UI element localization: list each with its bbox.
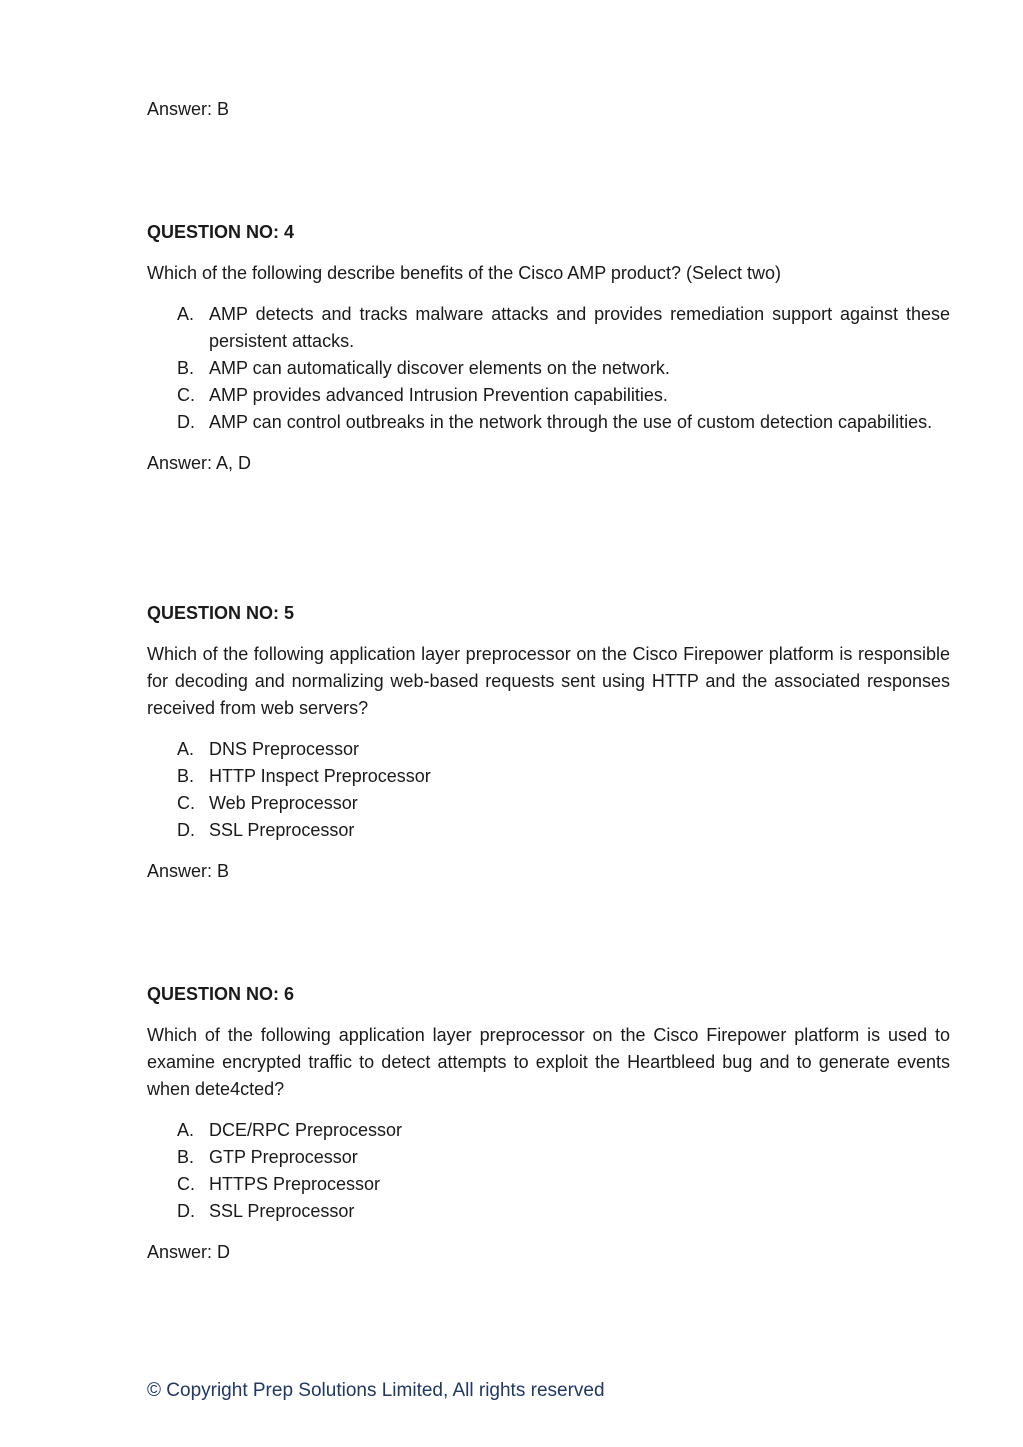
option-b <box>147 763 950 790</box>
question-title: QUESTION NO: 5 <box>147 603 295 623</box>
option-c <box>147 382 950 409</box>
option-letter: B. <box>177 358 195 378</box>
option-d <box>147 817 950 844</box>
question-5 <box>147 600 950 885</box>
option-letter: B. <box>177 1147 195 1167</box>
answer: Answer: D <box>147 1242 231 1262</box>
option-a <box>147 736 950 763</box>
answer: Answer: B <box>147 861 230 881</box>
option-c <box>147 790 950 817</box>
option-text: DNS Preprocessor <box>209 739 360 759</box>
question-4 <box>147 219 950 477</box>
copyright-footer: © Copyright Prep Solutions Limited, All rights reserved <box>147 1380 605 1401</box>
option-text: AMP detects and tracks malware attacks and provides remediation support against these persistent attacks. <box>209 304 950 351</box>
option-letter: B. <box>177 766 195 786</box>
option-letter: D. <box>177 1201 195 1221</box>
answer: Answer: A, D <box>147 453 252 473</box>
option-a <box>147 1117 950 1144</box>
previous-answer: Answer: B <box>147 99 230 119</box>
option-letter: D. <box>177 412 195 432</box>
option-text: Web Preprocessor <box>209 793 358 813</box>
options-list <box>147 301 950 436</box>
option-d <box>147 409 950 436</box>
option-text: GTP Preprocessor <box>209 1147 358 1167</box>
option-text: SSL Preprocessor <box>209 820 355 840</box>
option-text: AMP can control outbreaks in the network through the use of custom detection capabilities. <box>209 412 933 432</box>
question-text: Which of the following describe benefits of the Cisco AMP product? (Select two) <box>147 263 781 283</box>
option-text: HTTPS Preprocessor <box>209 1174 381 1194</box>
option-text: AMP can automatically discover elements on the network. <box>209 358 670 378</box>
option-letter: C. <box>177 1174 195 1194</box>
option-letter: D. <box>177 820 195 840</box>
question-text: Which of the following application layer preprocessor on the Cisco Firepower platform is used to examine encrypted traffic to detect attempts to exploit the Heartbleed bug and to generate events when dete4cted? <box>147 1025 950 1099</box>
option-letter: C. <box>177 793 195 813</box>
option-c <box>147 1171 950 1198</box>
option-letter: A. <box>177 1120 195 1140</box>
option-b <box>147 355 950 382</box>
question-6 <box>147 981 950 1266</box>
options-list <box>147 1117 950 1225</box>
option-letter: C. <box>177 385 195 405</box>
option-a <box>147 301 950 355</box>
question-title: QUESTION NO: 6 <box>147 984 295 1004</box>
option-text: HTTP Inspect Preprocessor <box>209 766 431 786</box>
question-text: Which of the following application layer preprocessor on the Cisco Firepower platform is responsible for decoding and normalizing web-based requests sent using HTTP and the associated responses received from web servers? <box>147 644 950 718</box>
option-text: SSL Preprocessor <box>209 1201 355 1221</box>
question-title: QUESTION NO: 4 <box>147 222 295 242</box>
option-b <box>147 1144 950 1171</box>
options-list <box>147 736 950 844</box>
option-d <box>147 1198 950 1225</box>
option-text: DCE/RPC Preprocessor <box>209 1120 403 1140</box>
option-text: AMP provides advanced Intrusion Prevention capabilities. <box>209 385 668 405</box>
option-letter: A. <box>177 739 195 759</box>
option-letter: A. <box>177 304 195 324</box>
